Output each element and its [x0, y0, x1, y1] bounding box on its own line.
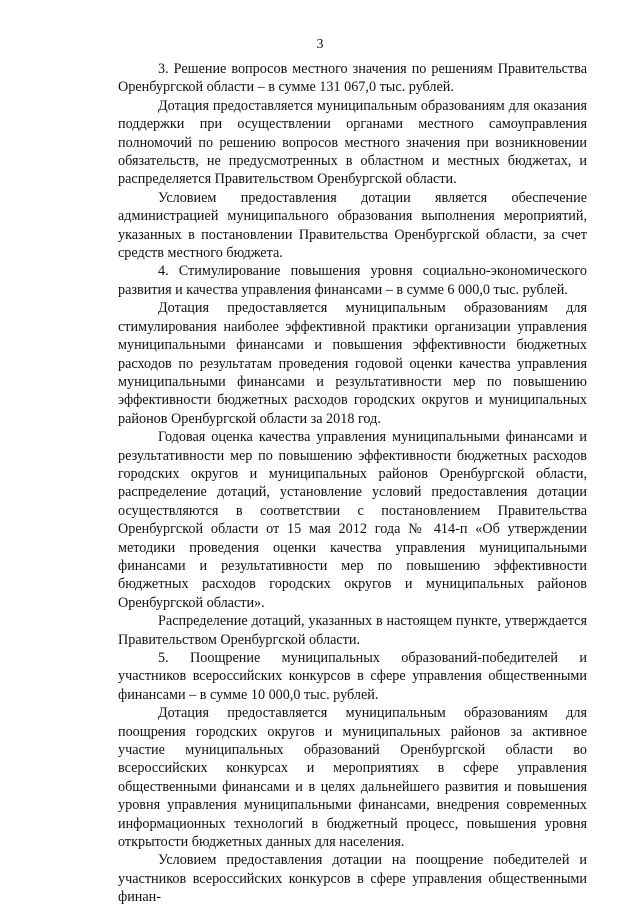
document-body	[118, 60, 587, 907]
paragraph-item-4-subsidy-purpose: Дотация предоставляется муниципальным образованиям для стимулирования наиболее эффективной практики организации управления муниципальными финансами и повышения эффективности бюджетных расходов по результатам проведения годовой оценки качества управления муниципальными финансами и результативности мер по повышению эффективности бюджетных расходов городских округов и муниципальных районов Оренбургской области за 2018 год.	[118, 300, 587, 427]
paragraph-item-3-condition: Условием предоставления дотации является обеспечение администрацией муниципального образования выполнения мероприятий, указанных в постановлении Правительства Оренбургской области, за счет средств местного бюджета.	[118, 189, 587, 262]
paragraph-item-3-subsidy-purpose: Дотация предоставляется муниципальным образованиям для оказания поддержки при осуществлении органами местного самоуправления полномочий по решению вопросов местного значения при возникновении обязательств, не предусмотренных в областном и местных бюджетах, и распределяется Правительством Оренбургской области.	[118, 97, 587, 188]
paragraph-item-4: 4. Стимулирование повышения уровня социально-экономического развития и качества управления финансами – в сумме 6 000,0 тыс. рублей.	[118, 263, 587, 298]
paragraph-item-5-subsidy-purpose: Дотация предоставляется муниципальным образованиям для поощрения городских округов и муниципальных районов за активное участие муниципальных образований Оренбургской области во всероссийских конкурсах и мероприятиях в сфере управления общественными финансами и в целях дальнейшего развития и повышения уровня управления муниципальными финансами, внедрения современных информационных технологий в бюджетный процесс, повышения уровня открытости бюджетных данных для населения.	[118, 705, 587, 851]
paragraph-item-4-distribution: Распределение дотаций, указанных в настоящем пункте, утверждается Правительством Оренбургской области.	[118, 613, 587, 648]
paragraph-item-5-condition: Условием предоставления дотации на поощрение победителей и участников всероссийских конкурсов в сфере управления общественными финан-	[118, 852, 587, 906]
paragraph-item-3: 3. Решение вопросов местного значения по решениям Правительства Оренбургской области – в сумме 131 067,0 тыс. рублей.	[118, 61, 587, 96]
page-number: 3	[316, 37, 324, 52]
paragraph-item-5: 5. Поощрение муниципальных образований-победителей и участников всероссийских конкурсов в сфере управления общественными финансами – в сумме 10 000,0 тыс. рублей.	[118, 650, 587, 703]
paragraph-item-4-assessment: Годовая оценка качества управления муниципальными финансами и результативности мер по повышению эффективности бюджетных расходов городских округов и муниципальных районов Оренбургской области, распределение дотаций, установление условий предоставления дотации осуществляются в соответствии с постановлением Правительства Оренбургской области от 15 мая 2012 года № 414-п «Об утверждении методики проведения оценки качества управления муниципальными финансами и результативности мер по повышению эффективности бюджетных расходов городских округов и муниципальных районов Оренбургской области».	[118, 429, 587, 611]
